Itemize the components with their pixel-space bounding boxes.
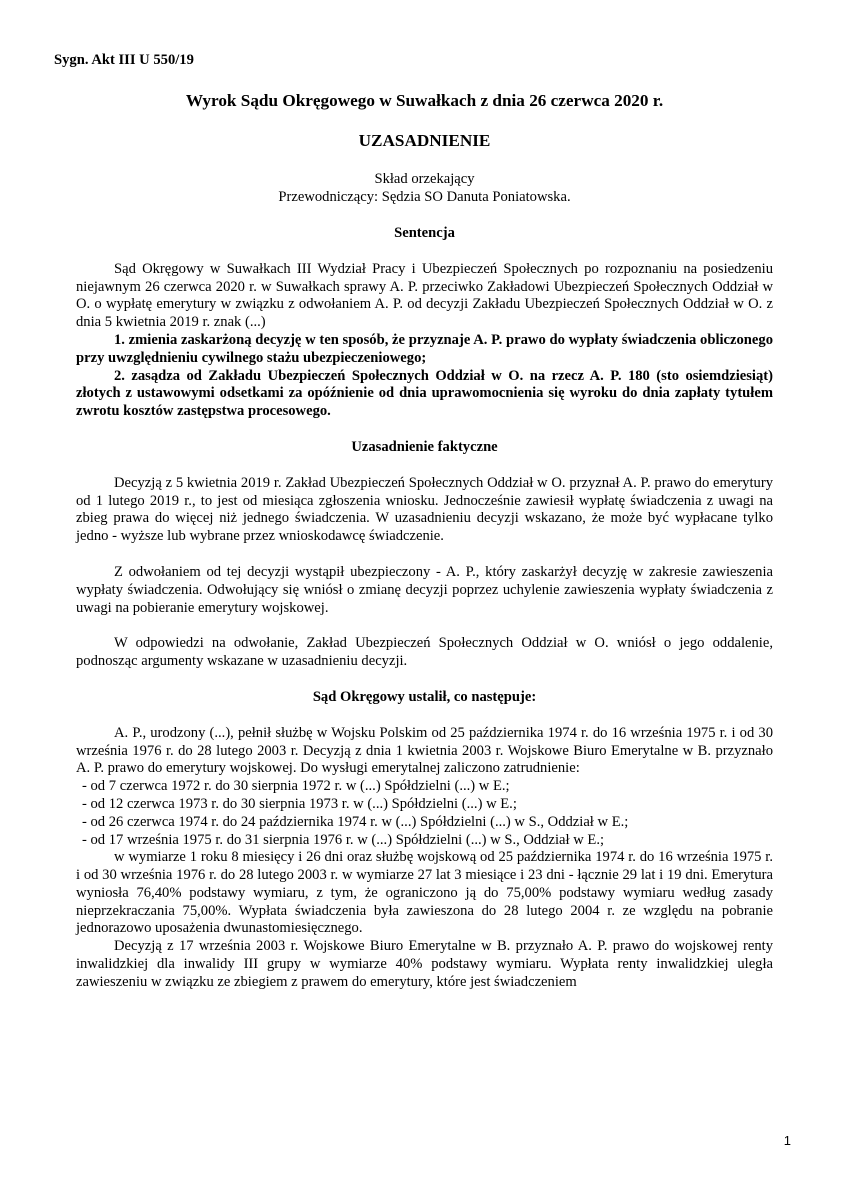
- employment-list-item: - od 7 czerwca 1972 r. do 30 sierpnia 1972 r. w (...) Spółdzielni (...) w E.;: [82, 778, 510, 795]
- findings-heading: Sąd Okręgowy ustalił, co następuje:: [312, 688, 537, 705]
- sentencja-intro: Sąd Okręgowy w Suwałkach III Wydział Pracy i Ubezpieczeń Społecznych po rozpoznaniu na posiedzeniu niejawnym 26 czerwca 2020 r. w Suwałkach sprawy A. P. przeciwko Zakładowi Ubezpieczeń Społecznych Oddział w O. o wypłatę emerytury w związku z odwołaniem A. P. od decyzji Zakładu Ubezpieczeń Społecznych Oddział w O. z dnia 5 kwietnia 2019 r. znak (...): [76, 260, 773, 331]
- case-signature: Sygn. Akt III U 550/19: [54, 52, 194, 68]
- uzasadnienie-heading: UZASADNIENIE: [358, 130, 491, 150]
- composition-chair: Przewodniczący: Sędzia SO Danuta Poniatowska.: [278, 189, 571, 206]
- employment-list-item: - od 26 czerwca 1974 r. do 24 października 1974 r. w (...) Spółdzielni (...) w S., Oddział w E.;: [82, 813, 629, 830]
- facts-paragraph-1: Decyzją z 5 kwietnia 2019 r. Zakład Ubezpieczeń Społecznych Oddział w O. przyznał A. P. prawo do emerytury od 1 lutego 2019 r., to jest od miesiąca zgłoszenia wniosku. Jednocześnie zawiesił wypłatę świadczenia z uwagi na zbieg prawa do więcej niż jednego świadczenia. W uzasadnieniu decyzji wskazano, że może być wypłacane tylko jedno - wyższe lub wybrane przez wnioskodawcę świadczenie.: [76, 474, 773, 545]
- facts-paragraph-3: W odpowiedzi na odwołanie, Zakład Ubezpieczeń Społecznych Oddział w O. wniósł o jego oddalenie, podnosząc argumenty wskazane w uzasadnieniu decyzji.: [76, 635, 773, 670]
- facts-heading: Uzasadnienie faktyczne: [351, 438, 498, 455]
- facts-paragraph-2: Z odwołaniem od tej decyzji wystąpił ubezpieczony - A. P., który zaskarżył decyzję w zakresie zawieszenia wypłaty świadczenia. Odwołujący się wniósł o zmianę decyzji poprzez uchylenie zawieszenia wypłaty świadczenia z uwagi na pobieranie emerytury wojskowej.: [76, 563, 773, 616]
- findings-paragraph-3: Decyzją z 17 września 2003 r. Wojskowe Biuro Emerytalne w B. przyznało A. P. prawo do wojskowej renty inwalidzkiej dla inwalidy III grupy w wymiarze 40% podstawy wymiaru. Wypłata renty inwalidzkiej uległa zawieszeniu w związku ze zbiegiem z prawem do emerytury, które jest świadczeniem: [76, 938, 773, 990]
- employment-list-item: - od 12 czerwca 1973 r. do 30 sierpnia 1973 r. w (...) Spółdzielni (...) w E.;: [82, 795, 517, 812]
- page-number: 1: [783, 1133, 791, 1148]
- composition-label: Skład orzekający: [374, 171, 475, 188]
- sentencja-heading: Sentencja: [394, 224, 455, 241]
- findings-paragraph-1: A. P., urodzony (...), pełnił służbę w Wojsku Polskim od 25 października 1974 r. do 16 września 1975 r. i od 30 września 1976 r. do 28 lutego 2003 r. Decyzją z dnia 1 kwietnia 2003 r. Wojskowe Biuro Emerytalne w B. przyznało A. P. prawo do emerytury wojskowej. Do wysługi emerytalnej zaliczono zatrudnienie:: [76, 724, 773, 777]
- employment-list-item: - od 17 września 1975 r. do 31 sierpnia 1976 r. w (...) Spółdzielni (...) w S., Oddział w E.;: [82, 831, 605, 848]
- findings-paragraph-2: w wymiarze 1 roku 8 miesięcy i 26 dni oraz służbę wojskową od 25 października 1974 r. do 16 września 1975 r. i od 30 września 1976 r. do 28 lutego 2003 r. w wymiarze 27 lat 3 miesiące i 23 dni - łącznie 29 lat i 19 dni. Emerytura wyniosła 76,40% podstawy wymiaru, z tym, że ograniczono ją do 75,00% podstawy wymiaru według zasady nieprzekraczania 75,00%. Wypłata świadczenia była zawieszona do 28 lutego 2004 r. ze względu na pobranie jednorazowo uposażenia dwunastomiesięcznego.: [76, 849, 773, 937]
- sentencja-point-2: 2. zasądza od Zakładu Ubezpieczeń Społecznych Oddział w O. na rzecz A. P. 180 (sto osiemdziesiąt) złotych z ustawowymi odsetkami za opóźnienie od dnia uprawomocnienia się wyroku do dnia zapłaty tytułem zwrotu kosztów zastępstwa procesowego.: [76, 367, 773, 420]
- sentencja-point-1: 1. zmienia zaskarżoną decyzję w ten sposób, że przyznaje A. P. prawo do wypłaty świadczenia obliczonego przy uwzględnieniu cywilnego stażu ubezpieczeniowego;: [76, 331, 773, 366]
- judgment-title: Wyrok Sądu Okręgowego w Suwałkach z dnia 26 czerwca 2020 r.: [185, 90, 664, 110]
